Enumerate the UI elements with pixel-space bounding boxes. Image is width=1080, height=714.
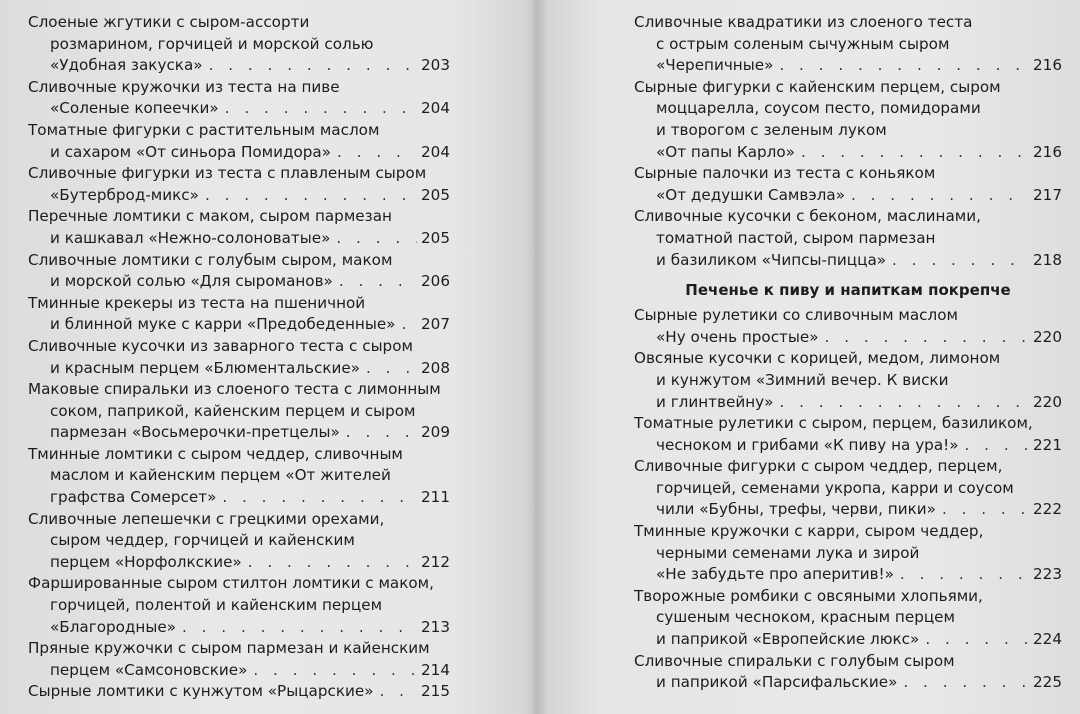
toc-page-number: 211 bbox=[421, 488, 450, 507]
toc-entry bbox=[634, 12, 1062, 77]
leader-dots bbox=[779, 392, 1029, 414]
toc-right-column bbox=[634, 12, 1062, 694]
leader-dots bbox=[925, 629, 1029, 651]
toc-page-number: 213 bbox=[421, 617, 450, 636]
toc-entry-text: пармезан «Восьмерочки-претцелы» bbox=[50, 423, 340, 442]
toc-page-number: 214 bbox=[421, 660, 450, 679]
toc-entry bbox=[28, 250, 450, 293]
toc-right-top bbox=[634, 12, 1062, 271]
toc-page-number: 212 bbox=[421, 552, 450, 571]
leader-dots bbox=[903, 672, 1029, 694]
toc-entry-text: и кунжутом «Зимний вечер. К виски bbox=[656, 370, 949, 389]
toc-entry bbox=[28, 12, 450, 77]
leader-dots bbox=[346, 422, 417, 444]
leader-dots bbox=[401, 314, 417, 336]
toc-entry bbox=[634, 586, 1062, 651]
toc-entry-text: «Ну очень простые» bbox=[656, 327, 819, 346]
toc-entry bbox=[634, 348, 1062, 413]
toc-entry-text: Творожные ромбики с овсяными хлопьями, bbox=[634, 586, 983, 605]
toc-page-number: 207 bbox=[421, 315, 450, 334]
section-heading: Печенье к пиву и напиткам покрепче bbox=[685, 281, 1011, 300]
toc-entry-text: черными семенами лука и зирой bbox=[656, 543, 920, 562]
toc-entry-text: Слоеные жгутики с сыром-ассорти bbox=[28, 13, 310, 31]
toc-entry-text: Перечные ломтики с маком, сыром пармезан bbox=[28, 207, 392, 226]
toc-page-number: 205 bbox=[421, 185, 450, 204]
toc-entry bbox=[28, 509, 450, 574]
toc-entry-text: Сливочные кружочки из теста на пиве bbox=[28, 77, 340, 96]
toc-entry bbox=[634, 163, 1062, 206]
toc-entry bbox=[634, 413, 1062, 456]
toc-entry bbox=[28, 120, 450, 163]
leader-dots bbox=[900, 564, 1029, 586]
toc-entry-text: графства Сомерсет» bbox=[50, 488, 217, 507]
toc-entry-text: с острым соленым сычужным сыром bbox=[656, 34, 950, 53]
leader-dots bbox=[380, 681, 418, 703]
leader-dots bbox=[779, 55, 1029, 77]
toc-entry-text: Сливочные ломтики с голубым сыром, маком bbox=[28, 250, 393, 269]
toc-entry-text: Сливочные кусочки с беконом, маслинами, bbox=[634, 207, 981, 226]
toc-page-number: 215 bbox=[421, 682, 450, 701]
toc-entry-text: «От папы Карло» bbox=[656, 142, 795, 161]
toc-entry-text: «Не забудьте про аперитив!» bbox=[656, 565, 894, 584]
toc-page-number: 217 bbox=[1033, 185, 1062, 204]
toc-entry-text: и кашкавал «Нежно-солоноватые» bbox=[50, 228, 331, 247]
toc-page-number: 203 bbox=[421, 56, 450, 75]
toc-entry-text: Тминные кружочки с карри, сыром чеддер, bbox=[634, 522, 984, 541]
toc-entry bbox=[28, 681, 450, 703]
toc-page-number: 220 bbox=[1033, 327, 1062, 346]
toc-entry-text: и морской солью «Для сыроманов» bbox=[50, 272, 333, 291]
toc-entry-text: Сливочные квадратики из слоеного теста bbox=[634, 13, 973, 31]
toc-page-number: 216 bbox=[1033, 56, 1062, 75]
toc-entry-text: и глинтвейну» bbox=[656, 392, 774, 411]
toc-entry bbox=[634, 77, 1062, 163]
toc-page-number: 209 bbox=[421, 423, 450, 442]
leader-dots bbox=[801, 142, 1029, 164]
toc-entry-text: горчицей, полентой и кайенским перцем bbox=[50, 596, 383, 615]
leader-dots bbox=[892, 250, 1029, 272]
toc-entry-text: маслом и кайенским перцем «От жителей bbox=[50, 466, 391, 485]
toc-entry-text: Сырные ломтики с кунжутом «Рыцарские» bbox=[28, 682, 374, 701]
toc-entry-text: Маковые спиральки из слоеного теста с лимонным bbox=[28, 380, 441, 399]
toc-entry-text: Сливочные лепешечки с грецкими орехами, bbox=[28, 509, 385, 528]
toc-entry-text: и базиликом «Чипсы-пицца» bbox=[656, 250, 887, 269]
toc-page-number: 221 bbox=[1033, 435, 1062, 454]
toc-entry-text: Тминные крекеры из теста на пшеничной bbox=[28, 293, 366, 312]
toc-entry-text: «Соленые копеечки» bbox=[50, 99, 219, 118]
leader-dots bbox=[209, 55, 417, 77]
toc-entry-text: Тминные ломтики с сыром чеддер, сливочным bbox=[28, 444, 403, 463]
toc-entry-text: чесноком и грибами «К пиву на ура!» bbox=[656, 435, 959, 454]
toc-page-number: 205 bbox=[421, 228, 450, 247]
toc-entry-text: Фаршированные сыром стилтон ломтики с маком, bbox=[28, 574, 434, 593]
right-page bbox=[534, 0, 1080, 714]
toc-page-number: 223 bbox=[1033, 565, 1062, 584]
leader-dots bbox=[942, 499, 1029, 521]
toc-entry bbox=[28, 163, 450, 206]
toc-page-number: 204 bbox=[421, 99, 450, 118]
toc-page-number: 206 bbox=[421, 272, 450, 291]
leader-dots bbox=[366, 358, 417, 380]
toc-entry bbox=[28, 379, 450, 444]
toc-entry-text: «Удобная закуска» bbox=[50, 56, 203, 75]
toc-entry-text: «Черепичные» bbox=[656, 56, 774, 75]
toc-entry-text: и творогом с зеленым луком bbox=[656, 120, 887, 139]
toc-entry-text: и сахаром «От синьора Помидора» bbox=[50, 142, 332, 161]
toc-entry bbox=[634, 651, 1062, 694]
toc-entry bbox=[28, 638, 450, 681]
toc-page-number: 222 bbox=[1033, 500, 1062, 519]
toc-page-number: 216 bbox=[1033, 142, 1062, 161]
toc-entry-text: Сливочные спиральки с голубым сыром bbox=[634, 651, 955, 670]
toc-entry bbox=[28, 206, 450, 249]
toc-entry-text: перцем «Норфолкские» bbox=[50, 552, 242, 571]
toc-right-bottom bbox=[634, 305, 1062, 694]
toc-entry-text: розмарином, горчицей и морской солью bbox=[50, 34, 374, 53]
toc-page-number: 218 bbox=[1033, 250, 1062, 269]
toc-entry-text: «От дедушки Самвэла» bbox=[656, 185, 845, 204]
toc-entry-text: Сырные фигурки с кайенским перцем, сыром bbox=[634, 77, 1001, 96]
leader-dots bbox=[965, 435, 1029, 457]
toc-entry-text: томатной пастой, сыром пармезан bbox=[656, 228, 936, 247]
toc-entry-text: и красным перцем «Блюментальские» bbox=[50, 358, 361, 377]
toc-entry bbox=[634, 206, 1062, 271]
toc-entry-text: Томатные фигурки с растительным маслом bbox=[28, 120, 380, 139]
toc-entry-text: горчицей, семенами укропа, карри и соусом bbox=[656, 478, 1014, 497]
leader-dots bbox=[253, 660, 417, 682]
toc-page-number: 224 bbox=[1033, 630, 1062, 649]
toc-entry bbox=[634, 521, 1062, 586]
toc-entry bbox=[28, 336, 450, 379]
toc-entry bbox=[28, 444, 450, 509]
toc-entry-text: и паприкой «Европейские люкс» bbox=[656, 630, 920, 649]
toc-page-number: 220 bbox=[1033, 392, 1062, 411]
toc-entry bbox=[28, 77, 450, 120]
toc-entry-text: моццарелла, соусом песто, помидорами bbox=[656, 99, 981, 118]
toc-entry-text: сушеным чесноком, красным перцем bbox=[656, 608, 955, 627]
leader-dots bbox=[248, 552, 417, 574]
toc-entry-text: Сырные рулетики со сливочным маслом bbox=[634, 306, 958, 325]
leader-dots bbox=[337, 142, 417, 164]
toc-entry-text: соком, паприкой, кайенским перцем и сыром bbox=[50, 401, 416, 420]
toc-entry-text: и блинной муке с карри «Предобеденные» bbox=[50, 315, 396, 334]
toc-entry-text: Томатные рулетики с сыром, перцем, базиликом, bbox=[634, 414, 1033, 433]
toc-entry-text: «Благородные» bbox=[50, 617, 176, 636]
toc-page-number: 225 bbox=[1033, 673, 1062, 692]
toc-left-column bbox=[28, 12, 450, 703]
toc-page-number: 204 bbox=[421, 142, 450, 161]
leader-dots bbox=[222, 487, 417, 509]
toc-entry-text: «Бутерброд-микс» bbox=[50, 185, 199, 204]
toc-entry-text: сыром чеддер, горчицей и кайенским bbox=[50, 531, 355, 550]
toc-entry-text: перцем «Самсоновские» bbox=[50, 660, 248, 679]
leader-dots bbox=[182, 617, 417, 639]
toc-entry-text: Сливочные фигурки с сыром чеддер, перцем, bbox=[634, 457, 1003, 476]
toc-entry-text: чили «Бубны, трефы, черви, пики» bbox=[656, 500, 936, 519]
toc-entry-text: и паприкой «Парсифальские» bbox=[656, 673, 898, 692]
leader-dots bbox=[225, 98, 417, 120]
toc-page-number: 208 bbox=[421, 358, 450, 377]
leader-dots bbox=[205, 185, 417, 207]
toc-entry bbox=[634, 305, 1062, 348]
leader-dots bbox=[825, 327, 1029, 349]
toc-entry-text: Сливочные фигурки из теста с плавленым сыром bbox=[28, 164, 427, 183]
toc-entry-text: Овсяные кусочки с корицей, медом, лимоном bbox=[634, 349, 1001, 368]
toc-entry bbox=[634, 456, 1062, 521]
toc-entry-text: Сырные палочки из теста с коньяком bbox=[634, 164, 936, 183]
toc-entry bbox=[28, 293, 450, 336]
toc-entry-text: Пряные кружочки с сыром пармезан и кайенским bbox=[28, 639, 430, 658]
left-page bbox=[0, 0, 534, 714]
leader-dots bbox=[339, 271, 417, 293]
leader-dots bbox=[851, 185, 1029, 207]
toc-entry-text: Сливочные кусочки из заварного теста с сыром bbox=[28, 336, 413, 355]
toc-entry bbox=[28, 573, 450, 638]
leader-dots bbox=[336, 228, 417, 250]
